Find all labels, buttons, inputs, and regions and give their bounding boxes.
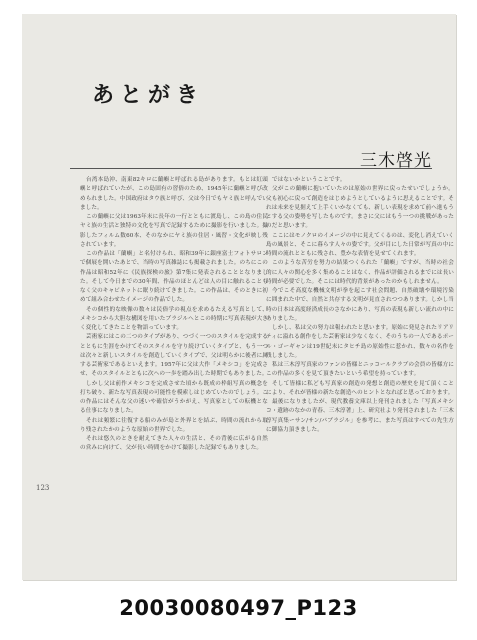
image-id-caption: 20030080497_P123 xyxy=(119,596,358,620)
book-page xyxy=(22,14,456,580)
paragraph: 今でこそ高度な機械文明が拳を起こす社会問題、自然破壊や環境汚染に囲まれた中で、自然と共存する文明が見直されつつあります。しかし当時の日本は高度経済成長のさなかにあり、写真の表現も新しい流れの中にありました。 xyxy=(266,288,454,322)
page-heading: あとがき xyxy=(92,82,205,108)
page-number: 123 xyxy=(36,484,50,492)
paragraph: このような苦労を努力の結果つくられた「蘭嶼」ですが、当時の社会的に人々の関心を多く集めることはなく、作品が評価されるまでには長い時間が必要でした。そこには時代的背景があったのかもしれません。 xyxy=(266,260,454,285)
paragraph: ここにはモノクロのイメージの中に見えてくるのは、変化し消えていく島の風景と、そこに暮らす人々の姿です。父が目にした日常が写真の中に時間の流れとともに残され、豊かな表情を見せてくれます。 xyxy=(266,232,454,257)
paragraph: この蘭嶼に父は1963年末に長年の一行とともに渡島し、この島の住民ヤミ族の生活と独特の文化を写真で記録するために撮影を行いました。撮影したフィルム数60本、そのなかにヤミ族の住居・風習・文化が映し残されています。 xyxy=(80,214,268,248)
paragraph: 台湾本島沖、南東82キロに蘭嶼と呼ばれる島があります。もとは紅頭嶼と呼ばれていたが、この島固有の習俗のため、1945年に蘭嶼と呼び改められました。中国政府はタウ族と呼び、父は今日でもヤミ族と呼んでいました。 xyxy=(80,177,268,211)
paragraph: そして皆様に私ども写真家の創造の発想と創造の歴史を見て頂くことにより、それが皆様の新たな創造へのヒントとなればと思っております。 xyxy=(266,380,454,396)
text-column-right xyxy=(266,176,454,568)
author-name: 三木啓光 xyxy=(360,151,432,171)
paragraph: その個性的な映像の数々は民俗学の視点を求めるたえる写真として、メキシコから大胆な構図を用いたブラジルへとこの時期に写真表現が大きく変化してきたことを物語っています。 xyxy=(80,306,268,331)
paragraph: しかし、私は父の努力は報われたと思います。原始に発見されたリアリティに溢れる創作をした芸術家は少なくなく、そのうちの一人であるポール・ゴーギャンは19世紀末にタヒチ島の原始性に惹かれ、数々の名作を残しました。 xyxy=(266,325,454,359)
paragraph: 芸術家にはこの二つのタイプがあり、つづく一つのスタイルを完成するとともに生涯をかけてそのスタイルを守り続けていくタイプと、もう一つは次々と新しいスタイルを創造していくタイプで、父は明らかに後者に属する芸術家であるといえます。1957年に父は大作「メキシコ」を完成させ、そのスタイルとともに次への一歩を踏み出した時期でもありました。 xyxy=(80,334,268,378)
paragraph: ではないかということです。 xyxy=(272,177,346,183)
paragraph: 私は三木淳写真家のファンの皆様とニッコールクラブの会員の皆様方にこの作品の多くを見て頂きたいという希望を持っています。 xyxy=(266,362,454,378)
paragraph: それは頻繁に往復する船のみが島と外界とを結ぶ、時間の流れから取り残されたかのような原始の世界でした。 xyxy=(80,417,268,433)
heading-divider xyxy=(70,168,432,169)
paragraph: この作品は「蘭嶼」と名付けられ、昭和39年に銀座富士フォトサロンで個展を開いたあとで、当時の写真雑誌にも掲載されました。のちにこの作品は昭和52年に《民族探検の旅》第7集に発表されることとなりました。そして今日までの30年間、作品のほとんどは人の目に触れることもなく父のキャビネットに眠り続けてきました。この作品は、そのときに初めて組み合わせたイメージの作品でした。 xyxy=(80,251,268,304)
paragraph: 最後になりましたが、現代教養文庫以上発刊されました「写真メキシコ・遺跡のなかの青春、三木淳著」上、研究社より発刊されました「三木淳写真集ーサン/サン/パブラジル」を参考に、また写真はすべての先生方に御協力頂きました。 xyxy=(266,399,454,433)
paragraph: それは悠久のときを耐えてきた人々の生活と、その背後に広がる自然の営みに向けて、父が長い時間をかけて撮影した記録でもありました。 xyxy=(80,436,268,452)
paragraph: 父がこの蘭嶼に抱いていたのは原始の世界に戻ったせいでしょうか。父も初心に戻って創造をはじめようとしているように思えることです。それは未来を見据えて上手くいかなくても、新しい表現を求めて前へ進もうとする父の姿勢を写したものです。まさに父にはもう一つの挑戦があったのだと思います。 xyxy=(266,186,454,230)
paragraph: しかし父は前作メキシコを完成させた頃から既成の枠組写真の概念を打ち破り、新たな写真表現の可能性を模索しはじめていたのでしょう。この作品にはそんな父の迷いや確信がうかがえ、写真家としての転機となる仕事になりました。 xyxy=(80,380,268,415)
text-column-left xyxy=(80,176,268,568)
